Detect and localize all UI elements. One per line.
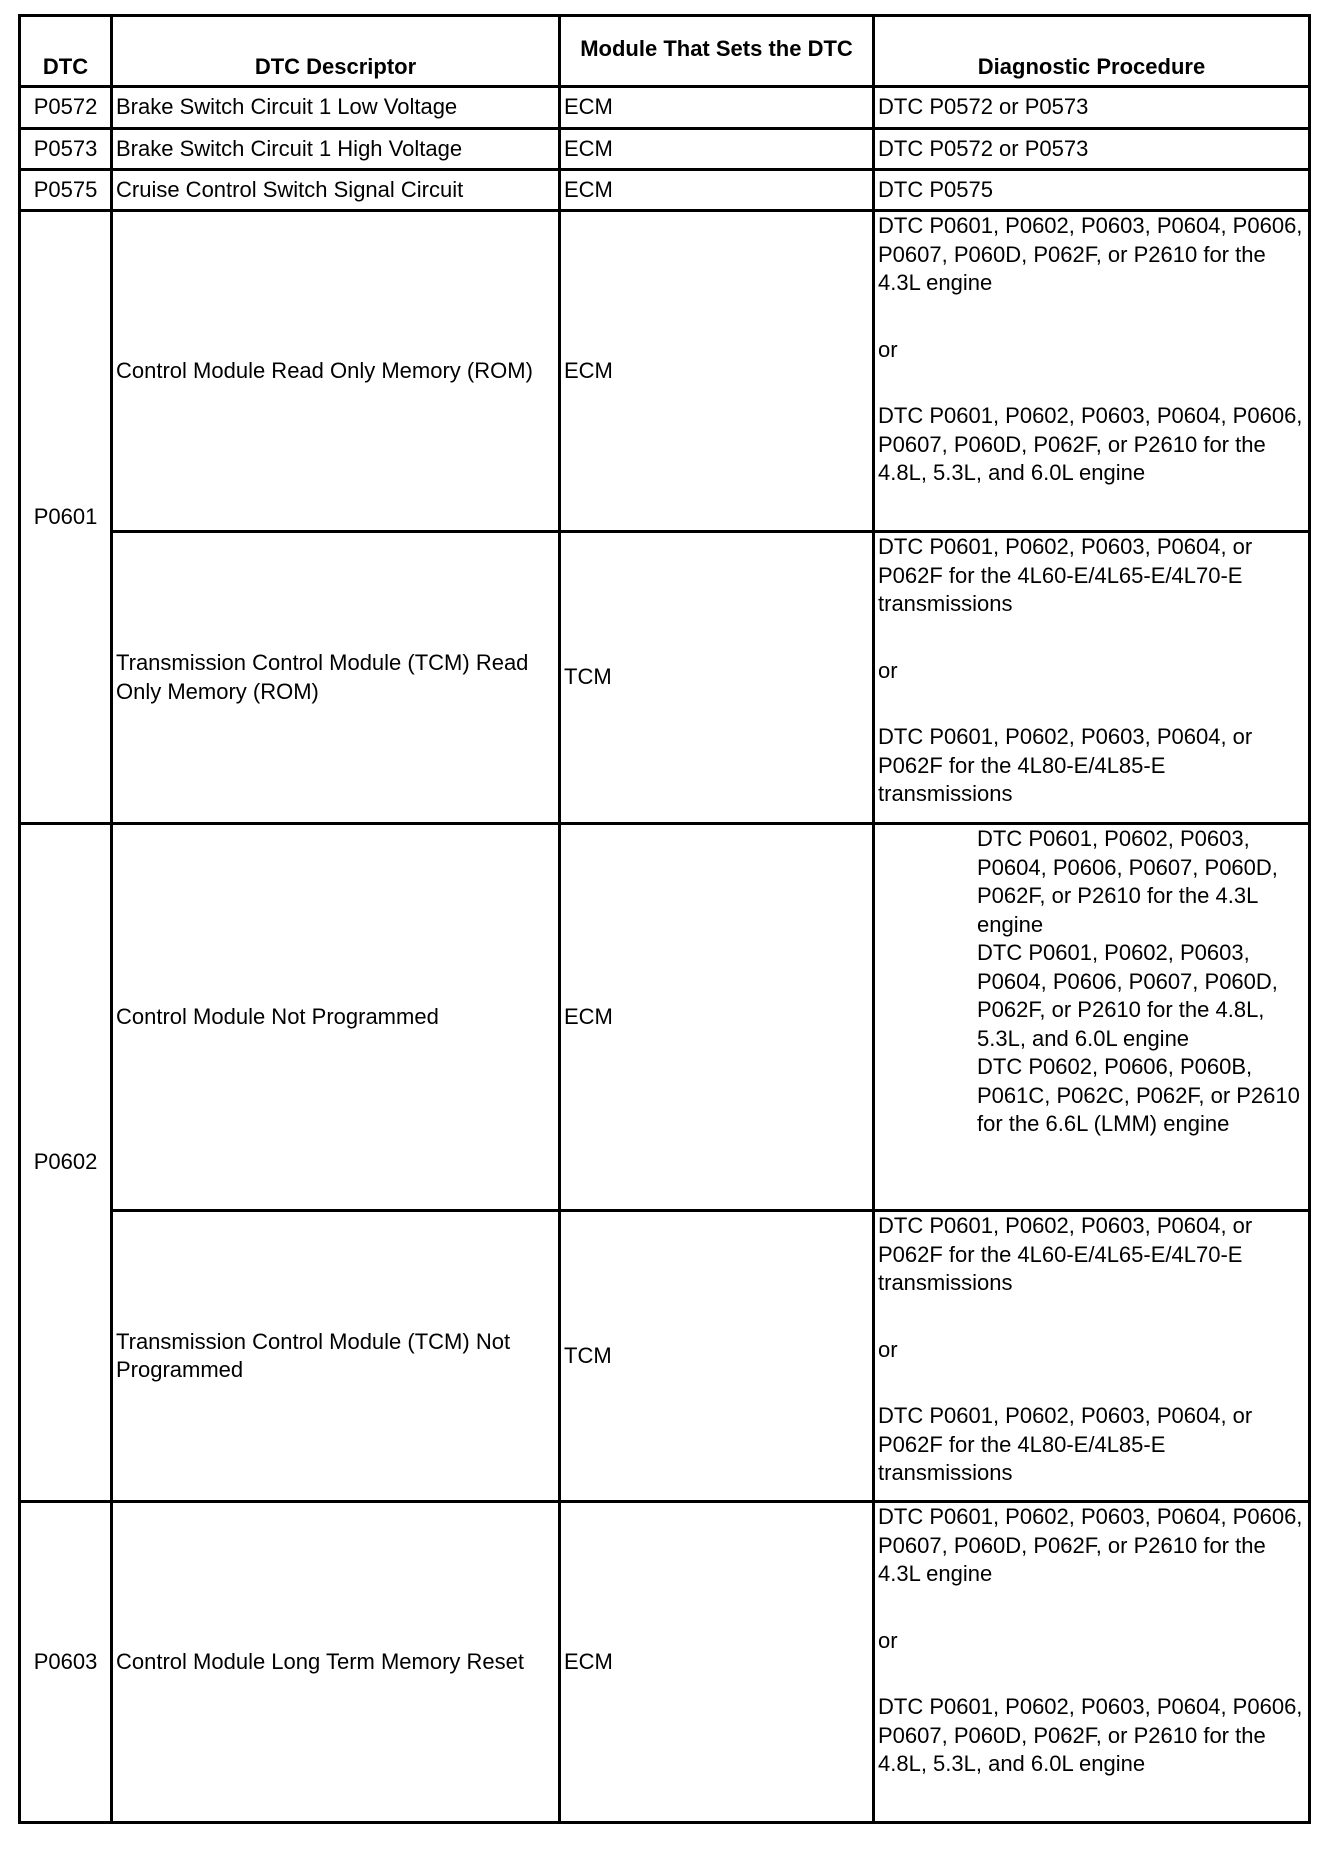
header-descriptor: DTC Descriptor bbox=[112, 16, 560, 87]
procedure-line: DTC P0602, P0606, P060B, P061C, P062C, P062F, or P2610 for the 6.6L (LMM) engine bbox=[977, 1054, 1300, 1136]
dtc-code: P0575 bbox=[20, 170, 112, 211]
header-row bbox=[20, 16, 1310, 87]
descriptor: Cruise Control Switch Signal Circuit bbox=[112, 170, 560, 211]
procedure-line: DTC P0601, P0602, P0603, P0604, or P062F for the 4L80-E/4L85-E transmissions bbox=[878, 1403, 1253, 1485]
descriptor: Transmission Control Module (TCM) Not Programmed bbox=[112, 1211, 560, 1502]
header-module: Module That Sets the DTC bbox=[560, 16, 874, 87]
procedure bbox=[874, 1502, 1310, 1823]
header-dtc: DTC bbox=[20, 16, 112, 87]
header-procedure: Diagnostic Procedure bbox=[874, 16, 1310, 87]
procedure bbox=[874, 1211, 1310, 1502]
table-row bbox=[20, 1502, 1310, 1823]
procedure: DTC P0575 bbox=[874, 170, 1310, 211]
dtc-code: P0603 bbox=[20, 1502, 112, 1823]
procedure-line: DTC P0601, P0602, P0603, P0604, P0606, P0607, P060D, P062F, or P2610 for the 4.8L, 5.3L, and 6.0L engine bbox=[878, 1694, 1303, 1776]
procedure-line: or bbox=[878, 1336, 898, 1362]
table-row bbox=[20, 532, 1310, 824]
table-row bbox=[20, 170, 1310, 211]
procedure bbox=[874, 532, 1310, 824]
descriptor: Transmission Control Module (TCM) Read Only Memory (ROM) bbox=[112, 532, 560, 824]
procedure-line: or bbox=[878, 1627, 898, 1653]
procedure: DTC P0572 or P0573 bbox=[874, 129, 1310, 170]
descriptor: Control Module Not Programmed bbox=[112, 824, 560, 1211]
dtc-code: P0602 bbox=[20, 824, 112, 1502]
module: ECM bbox=[560, 129, 874, 170]
dtc-code: P0601 bbox=[20, 211, 112, 824]
table-row bbox=[20, 211, 1310, 532]
procedure-line: DTC P0601, P0602, P0603, P0604, P0606, P0607, P060D, P062F, or P2610 for the 4.3L engine bbox=[878, 213, 1303, 295]
procedure bbox=[874, 824, 1310, 1211]
module: TCM bbox=[560, 1211, 874, 1502]
procedure-line: or bbox=[878, 336, 898, 362]
procedure-line: DTC P0601, P0602, P0603, P0604, P0606, P0607, P060D, P062F, or P2610 for the 4.3L engine bbox=[878, 1504, 1303, 1586]
table-row bbox=[20, 824, 1310, 1211]
module: ECM bbox=[560, 170, 874, 211]
procedure: DTC P0572 or P0573 bbox=[874, 87, 1310, 129]
dtc-table bbox=[18, 14, 1311, 1824]
descriptor: Brake Switch Circuit 1 High Voltage bbox=[112, 129, 560, 170]
module: TCM bbox=[560, 532, 874, 824]
table-row bbox=[20, 1211, 1310, 1502]
procedure-line: DTC P0601, P0602, P0603, P0604, or P062F for the 4L60-E/4L65-E/4L70-E transmissions bbox=[878, 1213, 1253, 1295]
procedure-line: DTC P0601, P0602, P0603, P0604, or P062F for the 4L80-E/4L85-E transmissions bbox=[878, 724, 1253, 806]
procedure-line: DTC P0601, P0602, P0603, P0604, P0606, P0607, P060D, P062F, or P2610 for the 4.3L engine bbox=[977, 826, 1278, 937]
dtc-code: P0573 bbox=[20, 129, 112, 170]
descriptor: Control Module Read Only Memory (ROM) bbox=[112, 211, 560, 532]
dtc-code: P0572 bbox=[20, 87, 112, 129]
module: ECM bbox=[560, 1502, 874, 1823]
procedure-line: DTC P0601, P0602, P0603, P0604, or P062F for the 4L60-E/4L65-E/4L70-E transmissions bbox=[878, 534, 1253, 616]
table-row bbox=[20, 87, 1310, 129]
procedure-line: DTC P0601, P0602, P0603, P0604, P0606, P0607, P060D, P062F, or P2610 for the 4.8L, 5.3L, and 6.0L engine bbox=[878, 403, 1303, 485]
table-row bbox=[20, 129, 1310, 170]
module: ECM bbox=[560, 211, 874, 532]
module: ECM bbox=[560, 87, 874, 129]
descriptor: Brake Switch Circuit 1 Low Voltage bbox=[112, 87, 560, 129]
procedure-line: DTC P0601, P0602, P0603, P0604, P0606, P0607, P060D, P062F, or P2610 for the 4.8L, 5.3L, and 6.0L engine bbox=[977, 940, 1278, 1051]
descriptor: Control Module Long Term Memory Reset bbox=[112, 1502, 560, 1823]
procedure bbox=[874, 211, 1310, 532]
procedure-line: or bbox=[878, 657, 898, 683]
module: ECM bbox=[560, 824, 874, 1211]
